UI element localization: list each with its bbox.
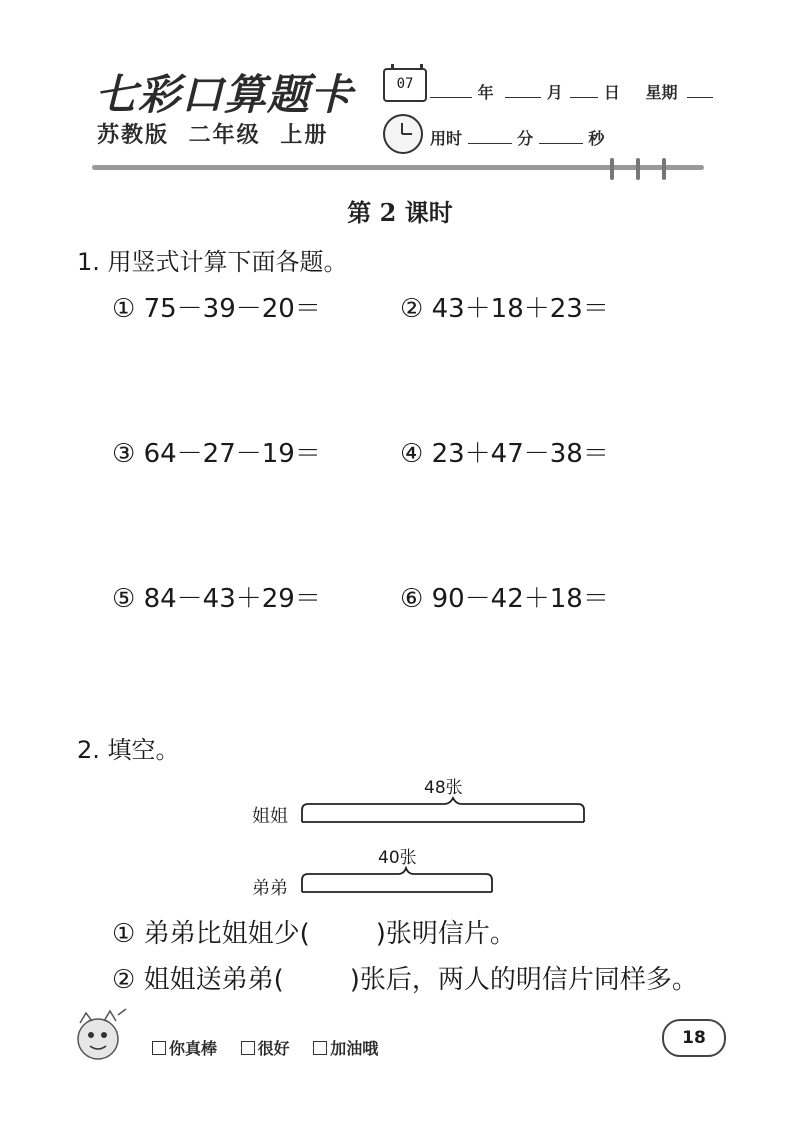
- rating-label-1: 你真棒: [169, 1039, 218, 1058]
- second-blank[interactable]: [539, 129, 583, 144]
- sister-brace: [298, 796, 588, 826]
- year-label: 年: [477, 83, 494, 102]
- brother-label: 弟弟: [252, 878, 288, 899]
- sister-amount: 48张: [424, 778, 463, 798]
- fill-q1-text-b: )张明信片。: [375, 919, 516, 949]
- rating-checkbox-2[interactable]: [241, 1041, 255, 1055]
- rating-checkbox-3[interactable]: [313, 1041, 327, 1055]
- rating-label-3: 加油哦: [330, 1039, 379, 1058]
- edition-subtitle: 苏教版 二年级 上册: [97, 123, 329, 148]
- page-number: 18: [662, 1019, 726, 1057]
- rating-checkbox-1[interactable]: [152, 1041, 166, 1055]
- time-used-label: 用时: [430, 129, 463, 148]
- second-label: 秒: [588, 129, 605, 148]
- problem-1: ① 75－39－20＝: [112, 294, 321, 324]
- problem-6: ⑥ 90－42＋18＝: [400, 584, 609, 614]
- problem-5: ⑤ 84－43＋29＝: [112, 584, 321, 614]
- brand-logo: 七彩口算题卡: [95, 70, 354, 119]
- year-blank[interactable]: [430, 83, 472, 98]
- problem-3: ③ 64－27－19＝: [112, 439, 321, 469]
- lesson-title: 第 2 课时: [347, 198, 453, 227]
- brother-brace: [298, 866, 498, 896]
- clock-icon: [383, 114, 423, 154]
- fill-q2-text-a: ② 姐姐送弟弟(: [112, 965, 284, 995]
- minute-label: 分: [517, 129, 534, 148]
- day-label: 日: [603, 83, 620, 102]
- rating-label-2: 很好: [257, 1039, 290, 1058]
- day-blank[interactable]: [570, 83, 598, 98]
- question-2-title: 2. 填空。: [77, 736, 180, 764]
- sister-label: 姐姐: [252, 806, 288, 827]
- brother-amount: 40张: [378, 848, 417, 868]
- calendar-number: 07: [396, 76, 414, 92]
- problem-2: ② 43＋18＋23＝: [400, 294, 609, 324]
- month-label: 月: [546, 83, 563, 102]
- minute-blank[interactable]: [468, 129, 512, 144]
- self-rating: [152, 1036, 378, 1059]
- question-1-title: 1. 用竖式计算下面各题。: [77, 248, 348, 276]
- weekday-blank[interactable]: [687, 83, 713, 98]
- month-blank[interactable]: [505, 83, 541, 98]
- date-fill-row: [430, 80, 713, 103]
- fill-question-1: [112, 913, 516, 950]
- problem-4: ④ 23＋47－38＝: [400, 439, 609, 469]
- calendar-icon: [383, 68, 427, 102]
- fill-q2-text-b: )张后，两人的明信片同样多。: [349, 965, 698, 995]
- fill-question-2: [112, 959, 698, 996]
- weekday-label: 星期: [645, 83, 678, 102]
- mascot-icon: [70, 1005, 132, 1067]
- time-fill-row: [430, 126, 604, 149]
- fill-q1-text-a: ① 弟弟比姐姐少(: [112, 919, 310, 949]
